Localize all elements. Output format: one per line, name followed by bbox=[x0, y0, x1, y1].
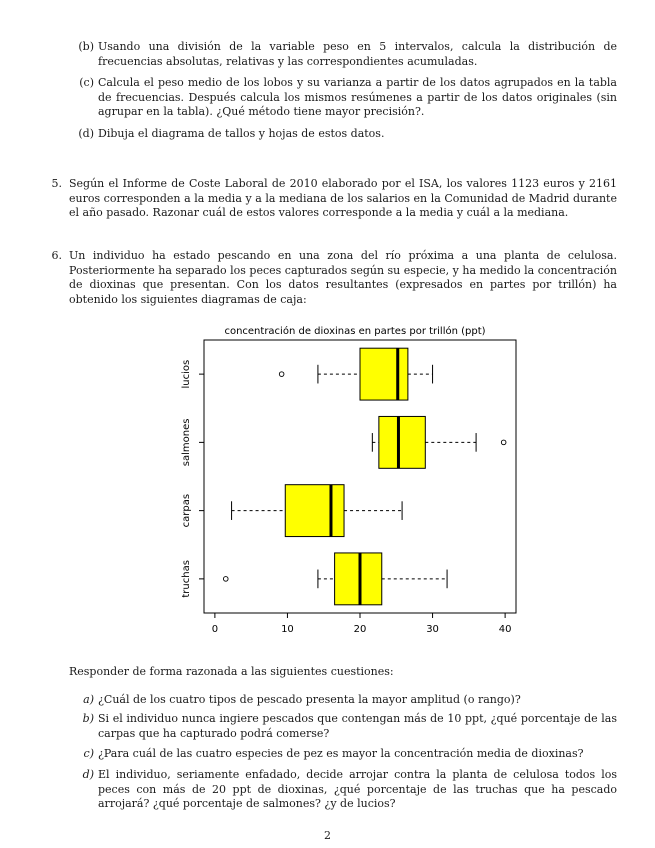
question-c-label: c) bbox=[83, 747, 94, 760]
box-carpas-iqr bbox=[285, 485, 344, 537]
box-salmones-outlier bbox=[501, 440, 506, 445]
chart-title: concentración de dioxinas en partes por trillón (ppt) bbox=[224, 326, 486, 337]
y-label-carpas: carpas bbox=[181, 493, 192, 528]
y-label-salmones: salmones bbox=[181, 418, 192, 467]
x-tick-label: 0 bbox=[211, 624, 219, 635]
question-b-text: Si el individuo nunca ingiere pescados que contengan más de 10 ppt, ¿qué porcentaje de las carpas que ha capturado podrá comerse? bbox=[98, 712, 617, 740]
subitem-c-text: Calcula el peso medio de los lobos y su varianza a partir de los datos agrupados en la tabla de frecuencias. Después calcula los mismos resúmenes a partir de los datos originales (sin agrupar en la tabla). ¿Qué método tiene mayor precisión?. bbox=[98, 76, 617, 118]
y-label-lucios: lucios bbox=[181, 359, 192, 389]
problem-5-number: 5. bbox=[51, 177, 62, 190]
subitem-b-label: (b) bbox=[78, 40, 94, 53]
subitem-d-label: (d) bbox=[78, 127, 94, 140]
problem-6-number: 6. bbox=[51, 249, 62, 262]
question-d-label: d) bbox=[82, 768, 94, 781]
x-tick-label: 40 bbox=[498, 624, 512, 635]
plot-frame bbox=[204, 340, 516, 613]
subitem-b-text: Usando una división de la variable peso en 5 intervalos, calcula la distribución de frecuencias absolutas, relativas y las correspondientes acumuladas. bbox=[98, 40, 617, 68]
box-lucios-iqr bbox=[360, 348, 408, 400]
problem-6-text: Un individuo ha estado pescando en una zona del río próxima a una planta de celulosa. Posteriormente ha separado los peces capturados según su especie, y ha medido la concentración de dioxinas que presentan. Con los datos resultantes (expresados en partes por trillón) ha obtenido los siguientes diagramas de caja: bbox=[69, 249, 617, 306]
questions-intro: Responder de forma razonada a las siguientes cuestiones: bbox=[69, 665, 394, 678]
x-tick-label: 10 bbox=[281, 624, 294, 635]
x-tick-label: 30 bbox=[426, 624, 439, 635]
question-a-text: ¿Cuál de los cuatro tipos de pescado presenta la mayor amplitud (o rango)? bbox=[98, 693, 521, 706]
question-b-label: b) bbox=[82, 712, 94, 725]
box-lucios-outlier bbox=[279, 372, 284, 377]
question-a-label: a) bbox=[83, 693, 94, 706]
box-truchas-iqr bbox=[335, 553, 382, 605]
y-label-truchas: truchas bbox=[181, 560, 192, 598]
question-c-text: ¿Para cuál de las cuatro especies de pez es mayor la concentración media de dioxinas? bbox=[98, 747, 584, 760]
box-truchas-outlier bbox=[223, 577, 228, 582]
box-salmones-iqr bbox=[379, 416, 425, 468]
subitem-c-label: (c) bbox=[79, 76, 94, 89]
question-d-text: El individuo, seriamente enfadado, decide arrojar contra la planta de celulosa todos los peces con más de 20 ppt de dioxinas, ¿qué porcentaje de las truchas que ha pescado arrojará? ¿qué porcentaje de salmones? ¿y de lucios? bbox=[98, 768, 617, 810]
subitem-d-text: Dibuja el diagrama de tallos y hojas de estos datos. bbox=[98, 127, 385, 140]
problem-5-text: Según el Informe de Coste Laboral de 2010 elaborado por el ISA, los valores 1123 euros y 2161 euros corresponden a la media y a la mediana de los salarios en la Comunidad de Madrid durante el año pasado. Razonar cuál de estos valores corresponde a la media y cuál a la mediana. bbox=[69, 177, 617, 219]
page-number: 2 bbox=[324, 829, 331, 842]
x-tick-label: 20 bbox=[353, 624, 367, 635]
